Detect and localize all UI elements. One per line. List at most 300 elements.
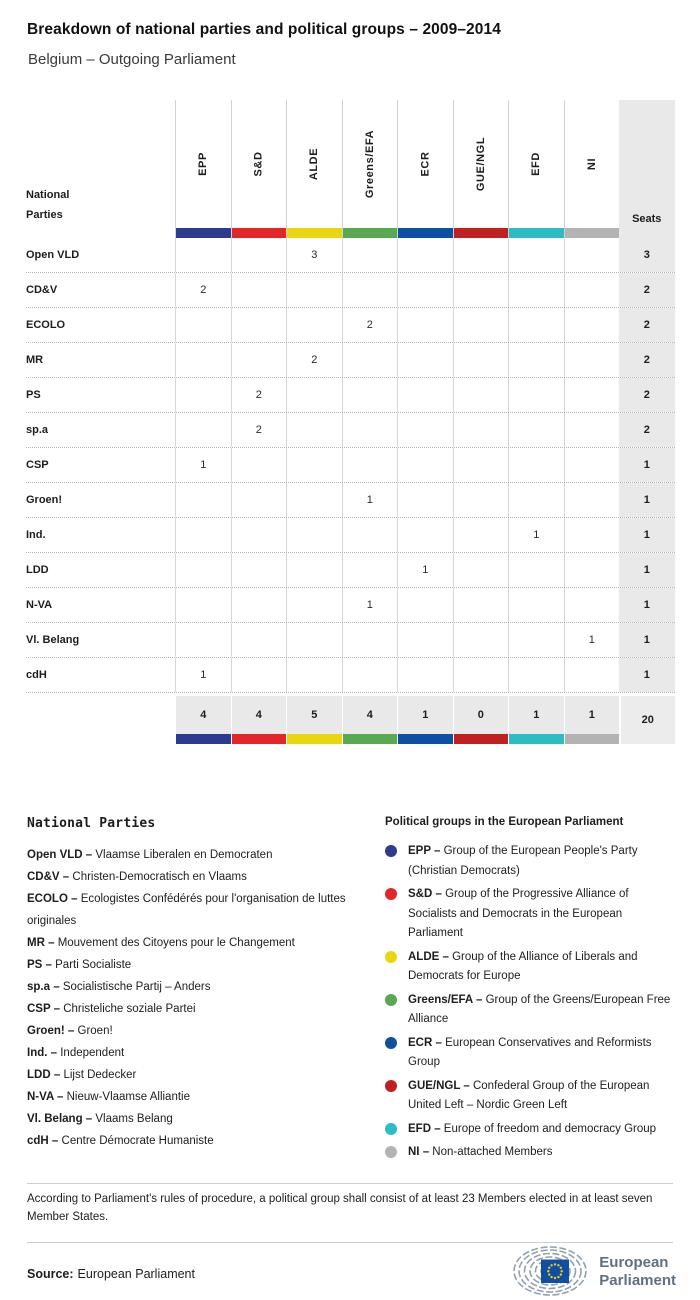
cell — [397, 308, 453, 342]
group-color-bar — [343, 228, 398, 238]
group-full-name: Group of the Alliance of Liberals and Democrats for Europe — [408, 950, 638, 982]
cell — [231, 588, 287, 622]
cell — [453, 518, 509, 552]
party-full-name: Groen! — [77, 1025, 113, 1037]
party-legend-item — [27, 888, 361, 932]
vlabel-wrap — [565, 100, 620, 228]
party-name: CD&V — [26, 284, 58, 296]
group-color-bar — [397, 734, 453, 744]
cell — [342, 273, 398, 307]
gue-ngl-color-dot — [385, 1080, 397, 1092]
vlabel-wrap — [343, 100, 398, 228]
party-abbr: cdH – — [27, 1135, 59, 1147]
column-header-greens-efa — [342, 100, 398, 238]
cell — [175, 483, 231, 517]
group-abbr: GUE/NGL – — [408, 1079, 470, 1092]
political-groups-legend — [385, 816, 675, 1167]
cell — [397, 658, 453, 692]
party-abbr: ECOLO – — [27, 893, 78, 905]
logo-line1: European — [599, 1254, 669, 1271]
group-full-name: Group of the European People's Party (Christian Democrats) — [408, 845, 638, 877]
party-name: MR — [26, 354, 44, 366]
group-full-name: Europe of freedom and democracy Group — [443, 1122, 657, 1135]
cell — [175, 518, 231, 552]
cell: 1 — [175, 658, 231, 692]
cell — [453, 623, 509, 657]
party-name: Vl. Belang — [26, 634, 80, 646]
cell — [453, 413, 509, 447]
cell — [508, 413, 564, 447]
seats-cell: 2 — [619, 308, 675, 342]
group-color-bar — [287, 228, 342, 238]
group-desc — [408, 1120, 671, 1140]
group-legend-item — [385, 1034, 675, 1073]
cell: 1 — [564, 623, 620, 657]
table-row-ps — [26, 378, 675, 413]
party-legend-item — [27, 932, 361, 954]
table-row-open-vld — [26, 238, 675, 273]
table-row-csp — [26, 448, 675, 483]
legends-section — [27, 816, 675, 1167]
group-desc — [408, 842, 671, 881]
party-full-name: Mouvement des Citoyens pour le Changement — [57, 937, 295, 949]
column-header-epp — [175, 100, 231, 238]
cell: 2 — [175, 273, 231, 307]
cell — [175, 378, 231, 412]
party-abbr: CD&V – — [27, 871, 70, 883]
column-header-gue-ngl — [453, 100, 509, 238]
epp-color-dot — [385, 845, 397, 857]
table-row-cdh — [26, 658, 675, 693]
party-name: ECOLO — [26, 319, 66, 331]
page-subtitle: Belgium – Outgoing Parliament — [28, 51, 236, 68]
column-label: ALDE — [308, 147, 321, 181]
party-name: Groen! — [26, 494, 63, 506]
cell — [508, 343, 564, 377]
group-full-name: Confederal Group of the European United Left – Nordic Green Left — [408, 1079, 650, 1111]
group-color-bar — [453, 734, 509, 744]
party-name: cdH — [26, 669, 47, 681]
party-full-name: Parti Socialiste — [55, 959, 132, 971]
table-row-ecolo — [26, 308, 675, 343]
party-legend-item — [27, 1086, 361, 1108]
cell — [342, 518, 398, 552]
totals-row — [26, 696, 675, 744]
seats-cell: 1 — [619, 518, 675, 552]
group-full-name: Group of the Progressive Alliance of Socialists and Democrats in the European Parliament — [408, 888, 629, 939]
party-full-name: Ecologistes Confédérés pour l'organisation de luttes originales — [27, 893, 346, 927]
divider — [27, 1183, 673, 1184]
table-row-mr — [26, 343, 675, 378]
hemicycle-eu-flag-icon — [510, 1246, 590, 1298]
cell — [397, 483, 453, 517]
cell — [175, 588, 231, 622]
cell: 1 — [508, 518, 564, 552]
group-full-name: European Conservatives and Reformists Group — [408, 1036, 652, 1068]
cell — [175, 343, 231, 377]
cell: 1 — [342, 483, 398, 517]
table-row-vl-belang — [26, 623, 675, 658]
table-row-nva — [26, 588, 675, 623]
party-legend-item — [27, 1108, 361, 1130]
vlabel-wrap — [398, 100, 453, 228]
source-label: Source: — [27, 1267, 74, 1281]
cell: 1 — [175, 448, 231, 482]
cell — [342, 658, 398, 692]
party-abbr: MR – — [27, 937, 55, 949]
group-color-bar — [565, 228, 620, 238]
cell — [453, 238, 509, 272]
cell — [453, 308, 509, 342]
vlabel-wrap — [287, 100, 342, 228]
seats-column-header: Seats — [619, 100, 675, 238]
seats-cell: 2 — [619, 413, 675, 447]
party-name: Open VLD — [26, 249, 80, 261]
total-col — [342, 696, 398, 744]
vlabel-wrap — [454, 100, 509, 228]
seats-cell: 1 — [619, 588, 675, 622]
cell — [397, 588, 453, 622]
cell — [286, 273, 342, 307]
group-color-bar — [564, 734, 620, 744]
cell: 2 — [231, 413, 287, 447]
party-full-name: Centre Démocrate Humaniste — [61, 1135, 214, 1147]
cell — [175, 623, 231, 657]
group-desc — [408, 1077, 671, 1116]
party-full-name: Lijst Dedecker — [63, 1069, 137, 1081]
logo-line2: Parliament — [599, 1272, 676, 1289]
divider — [27, 1242, 673, 1243]
group-full-name: Non-attached Members — [432, 1146, 553, 1158]
cell — [286, 553, 342, 587]
total-value: 4 — [175, 696, 231, 734]
cell — [564, 378, 620, 412]
footnote: According to Parliament's rules of procedure, a political group shall consist of at least 23 Members elected in at least seven Member States. — [27, 1193, 653, 1223]
greens-efa-color-dot — [385, 994, 397, 1006]
total-col — [231, 696, 287, 744]
group-abbr: Greens/EFA – — [408, 993, 483, 1006]
group-desc — [408, 991, 671, 1030]
cell — [231, 448, 287, 482]
seats-cell: 1 — [619, 483, 675, 517]
group-desc — [408, 1143, 671, 1163]
cell — [564, 553, 620, 587]
cell — [175, 553, 231, 587]
group-color-bar — [509, 228, 564, 238]
vlabel-wrap — [232, 100, 287, 228]
party-legend-item — [27, 1042, 361, 1064]
column-header-ni — [564, 100, 620, 238]
cell — [508, 553, 564, 587]
cell — [453, 483, 509, 517]
group-legend-item — [385, 842, 675, 881]
cell — [508, 273, 564, 307]
page-title: Breakdown of national parties and political groups – 2009–2014 — [27, 21, 501, 38]
total-col — [397, 696, 453, 744]
party-full-name: Vlaams Belang — [95, 1113, 173, 1125]
total-value: 1 — [508, 696, 564, 734]
group-color-bar — [232, 228, 287, 238]
party-legend-item — [27, 998, 361, 1020]
efd-color-dot — [385, 1123, 397, 1135]
cell — [231, 238, 287, 272]
vlabel-wrap — [176, 100, 231, 228]
cell — [286, 378, 342, 412]
party-name: sp.a — [26, 424, 49, 436]
cell — [508, 448, 564, 482]
cell: 1 — [342, 588, 398, 622]
cell — [286, 588, 342, 622]
party-abbr: CSP – — [27, 1003, 61, 1015]
cell — [397, 343, 453, 377]
seats-table — [26, 100, 675, 744]
cell: 2 — [342, 308, 398, 342]
group-color-bar — [286, 734, 342, 744]
cell — [175, 308, 231, 342]
cell — [564, 308, 620, 342]
cell — [286, 483, 342, 517]
cell — [342, 413, 398, 447]
table-row-cdv — [26, 273, 675, 308]
cell — [231, 623, 287, 657]
group-legend-item — [385, 948, 675, 987]
group-full-name: Group of the Greens/European Free Alliance — [408, 993, 671, 1025]
party-name: Ind. — [26, 529, 46, 541]
corner-header — [26, 100, 175, 238]
party-abbr: Vl. Belang – — [27, 1113, 93, 1125]
cell — [453, 658, 509, 692]
cell: 3 — [286, 238, 342, 272]
cell — [286, 413, 342, 447]
seats-cell: 3 — [619, 238, 675, 272]
column-label: GUE/NGL — [474, 136, 487, 192]
group-legend-item — [385, 1120, 675, 1140]
cell: 2 — [286, 343, 342, 377]
cell — [175, 238, 231, 272]
column-label: NI — [585, 157, 598, 171]
cell — [397, 413, 453, 447]
vlabel-wrap — [509, 100, 564, 228]
party-full-name: Vlaamse Liberalen en Democraten — [95, 849, 273, 861]
group-color-bar — [508, 734, 564, 744]
group-desc — [408, 885, 671, 944]
corner-header-line2: Parties — [26, 209, 63, 221]
cell — [397, 518, 453, 552]
political-groups-legend-heading: Political groups in the European Parliament — [385, 816, 624, 828]
cell — [342, 343, 398, 377]
group-abbr: ALDE – — [408, 950, 449, 963]
cell — [508, 378, 564, 412]
cell — [564, 413, 620, 447]
table-header-row — [26, 100, 675, 238]
total-value: 0 — [453, 696, 509, 734]
party-full-name: Christeliche soziale Partei — [63, 1003, 196, 1015]
sd-color-dot — [385, 888, 397, 900]
group-abbr: NI – — [408, 1146, 430, 1158]
cell — [397, 273, 453, 307]
seats-cell: 1 — [619, 448, 675, 482]
total-value: 1 — [397, 696, 453, 734]
total-seats: 20 — [619, 696, 675, 744]
cell — [508, 658, 564, 692]
party-name: LDD — [26, 564, 49, 576]
cell: 2 — [231, 378, 287, 412]
cell — [231, 343, 287, 377]
group-legend-item — [385, 1143, 675, 1163]
group-color-bar — [176, 228, 231, 238]
group-color-bar — [398, 228, 453, 238]
group-color-bar — [454, 228, 509, 238]
cell: 1 — [397, 553, 453, 587]
cell — [231, 518, 287, 552]
cell — [564, 448, 620, 482]
seats-cell: 2 — [619, 273, 675, 307]
source-line — [27, 1267, 195, 1281]
cell — [342, 378, 398, 412]
cell — [508, 483, 564, 517]
total-col — [175, 696, 231, 744]
group-legend-item — [385, 991, 675, 1030]
cell — [231, 273, 287, 307]
ni-color-dot — [385, 1146, 397, 1158]
group-desc — [408, 1034, 671, 1073]
total-col — [564, 696, 620, 744]
cell — [397, 448, 453, 482]
ecr-color-dot — [385, 1037, 397, 1049]
cell — [564, 238, 620, 272]
group-legend-item — [385, 885, 675, 944]
cell — [508, 588, 564, 622]
cell — [231, 658, 287, 692]
party-full-name: Christen-Democratisch en Vlaams — [72, 871, 247, 883]
party-legend-item — [27, 1130, 361, 1152]
party-abbr: PS – — [27, 959, 52, 971]
column-label: Greens/EFA — [363, 129, 376, 199]
column-header-efd — [508, 100, 564, 238]
cell — [231, 553, 287, 587]
total-value: 4 — [342, 696, 398, 734]
table-row-groen — [26, 483, 675, 518]
party-legend-item — [27, 866, 361, 888]
party-legend-item — [27, 1020, 361, 1042]
total-col — [453, 696, 509, 744]
group-color-bar — [231, 734, 287, 744]
party-abbr: Ind. – — [27, 1047, 58, 1059]
cell — [397, 623, 453, 657]
cell — [397, 238, 453, 272]
cell — [342, 448, 398, 482]
party-name: PS — [26, 389, 41, 401]
cell — [564, 518, 620, 552]
party-abbr: Open VLD – — [27, 849, 93, 861]
seats-cell: 2 — [619, 343, 675, 377]
cell — [286, 623, 342, 657]
party-name: N-VA — [26, 599, 53, 611]
column-header-alde — [286, 100, 342, 238]
cell — [342, 623, 398, 657]
cell — [564, 343, 620, 377]
european-parliament-logo — [510, 1246, 676, 1298]
party-abbr: Groen! – — [27, 1025, 75, 1037]
cell — [508, 238, 564, 272]
national-parties-legend — [27, 816, 385, 1167]
column-label: ECR — [419, 151, 432, 177]
total-value: 5 — [286, 696, 342, 734]
cell — [508, 623, 564, 657]
corner-header-line1: National — [26, 189, 70, 201]
cell — [286, 448, 342, 482]
group-abbr: S&D – — [408, 888, 442, 900]
cell — [175, 413, 231, 447]
cell — [564, 658, 620, 692]
party-name: CSP — [26, 459, 49, 471]
column-header-sd — [231, 100, 287, 238]
seats-cell: 2 — [619, 378, 675, 412]
cell — [342, 553, 398, 587]
cell — [453, 378, 509, 412]
seats-cell: 1 — [619, 623, 675, 657]
party-abbr: sp.a – — [27, 981, 60, 993]
cell — [286, 518, 342, 552]
group-abbr: EPP – — [408, 845, 441, 857]
party-legend-item — [27, 844, 361, 866]
party-legend-item — [27, 954, 361, 976]
source-value: European Parliament — [77, 1267, 195, 1281]
totals-empty-cell — [26, 696, 175, 744]
cell — [564, 483, 620, 517]
cell — [286, 658, 342, 692]
alde-color-dot — [385, 951, 397, 963]
cell — [231, 308, 287, 342]
cell — [453, 588, 509, 622]
cell — [231, 483, 287, 517]
group-abbr: EFD – — [408, 1122, 441, 1135]
table-row-spa — [26, 413, 675, 448]
cell — [453, 273, 509, 307]
party-full-name: Independent — [60, 1047, 125, 1059]
party-abbr: LDD – — [27, 1069, 61, 1081]
national-parties-legend-heading: National Parties — [27, 816, 156, 831]
group-color-bar — [342, 734, 398, 744]
cell — [564, 588, 620, 622]
cell — [453, 343, 509, 377]
party-legend-item — [27, 1064, 361, 1086]
party-abbr: N-VA – — [27, 1091, 64, 1103]
cell — [342, 238, 398, 272]
cell — [286, 308, 342, 342]
group-legend-item — [385, 1077, 675, 1116]
group-abbr: ECR – — [408, 1036, 442, 1049]
column-label: EFD — [530, 152, 543, 176]
cell — [508, 308, 564, 342]
table-row-ind — [26, 518, 675, 553]
column-header-ecr — [397, 100, 453, 238]
group-color-bar — [175, 734, 231, 744]
group-desc — [408, 948, 671, 987]
party-full-name: Socialistische Partij – Anders — [62, 981, 211, 993]
column-label: S&D — [252, 151, 265, 177]
seats-cell: 1 — [619, 658, 675, 692]
total-col — [508, 696, 564, 744]
cell — [397, 378, 453, 412]
total-value: 4 — [231, 696, 287, 734]
party-full-name: Nieuw-Vlaamse Alliantie — [66, 1091, 190, 1103]
table-row-ldd — [26, 553, 675, 588]
logo-wordmark — [599, 1254, 676, 1290]
total-col — [286, 696, 342, 744]
seats-cell: 1 — [619, 553, 675, 587]
party-legend-item — [27, 976, 361, 998]
